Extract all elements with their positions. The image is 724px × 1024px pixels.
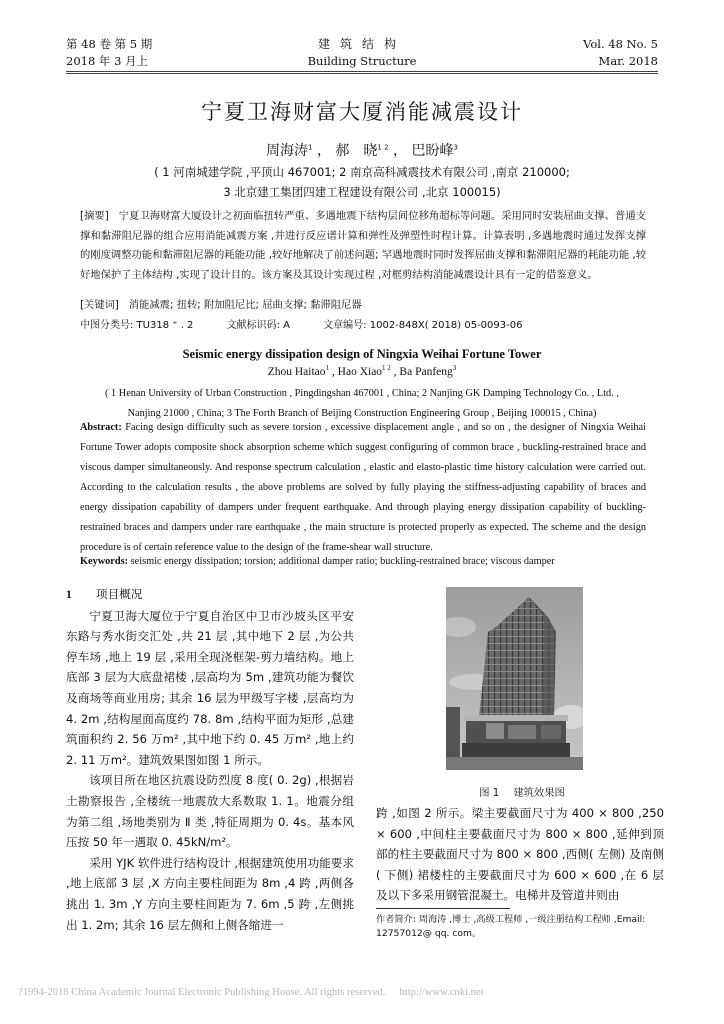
copyright-text: ?1994-2018 China Academic Journal Electronic Publishing House. All rights reserved. (18, 987, 386, 998)
keywords-en (80, 556, 555, 567)
keywords-cn (80, 296, 362, 311)
affiliations-cn (0, 162, 724, 202)
body-paragraph: 该项目所在地区抗震设防烈度 8 度( 0. 2g) ,根据岩土勘察报告 ,全楼统一地震放大系数取 1. 1。地震分组为第二组 ,场地类别为 Ⅱ 类 ,特征周期为 0. 4s。基本风压按 50 年一遇取 0. 45kN/m²。 (66, 773, 354, 850)
header-rule (66, 71, 658, 72)
keywords-text-en: seismic energy dissipation; torsion; additional damper ratio; buckling-restrained brace; viscous damper (130, 556, 555, 567)
author-bio-footnote: 作者简介: 周海涛 ,博士 ,高级工程师 ,一级注册结构工程师 ,Email: 12757012@ qq. com。 (376, 914, 646, 939)
author-list-cn (0, 140, 724, 160)
issue-date: 2018 年 3 月上 (66, 54, 149, 68)
abstract-label-cn: [摘要] (80, 210, 109, 222)
abstract-text-en: Facing design difficulty such as severe torsion , excessive displacement angle , and so on , the designer of Ningxia Weihai Fortune Tower adopts composite shock absorption scheme which suggest configuring of common brace , buckling-restrained brace and viscous damper simultaneously. And response spectrum calculation , elastic and elasto-plastic time history calculation were carried out. According to the calculation results , the above problems are solved by fully playing the stiffness-adjusting capability of braces and energy dissipation capability of dampers under frequent earthquake. And through playing energy dissipation capability of buckling-restrained braces and dampers under rare earthquake , the main structure is protected properly as expected. The scheme and the design procedure is of certain reference value to the design of the frame-shear wall structure. (80, 422, 646, 553)
copyright-notice (18, 987, 484, 998)
abstract-label-en: Abstract: (80, 422, 122, 433)
figure-number: 图 1 (479, 787, 500, 799)
journal-volume-info (66, 36, 152, 70)
author-affil-mark: 1 (308, 143, 313, 152)
body-paragraph-continued: 跨 ,如图 2 所示。梁主要截面尺寸为 400 × 800 ,250 × 600 ,中间柱主要截面尺寸为 800 × 800 ,延伸到顶部的柱主要截面尺寸为 800 × 800 ,西侧( 左侧) 及南侧( 下侧) 裙楼柱的主要截面尺寸为 600 × 600 ,在 6 层及以下多采用钢管混凝土。电梯井及管道井则由 (376, 806, 664, 903)
footnote-rule (376, 908, 510, 909)
author-affil-mark: 1 2 (382, 364, 391, 373)
author-affil-mark: 1 (325, 364, 330, 373)
affiliation-line: ( 1 河南城建学院 ,平顶山 467001; 2 南京高科减震技术有限公司 ,南京 210000; (154, 165, 570, 179)
body-right-column (376, 803, 664, 906)
figure-caption-text: 建筑效果图 (513, 787, 565, 799)
keywords-label-cn: [关键词] (80, 299, 119, 311)
author-list-en (0, 366, 724, 378)
author-separator: ， (388, 143, 408, 159)
section-heading (66, 584, 354, 606)
volume-issue: 第 48 卷 第 5 期 (66, 37, 153, 51)
keywords-text-cn: 消能减震; 扭转; 附加阻尼比; 屈曲支撑; 黏滞阻尼器 (128, 299, 362, 311)
section-title: 项目概况 (96, 587, 143, 601)
author-separator: ， (312, 143, 331, 159)
author-affil-mark: 3 (452, 364, 457, 373)
author-affil-mark: 3 (453, 143, 458, 152)
journal-name (262, 36, 462, 70)
volume-issue-en: Vol. 48 No. 5 (583, 37, 658, 51)
section-number: 1 (66, 588, 72, 601)
keywords-label-en: Keywords: (80, 556, 129, 567)
author-separator: , (390, 366, 400, 378)
paper-title-cn: 宁夏卫海财富大厦消能减震设计 (201, 100, 523, 124)
abstract-en (80, 418, 646, 558)
affiliation-line-en: Nanjing 21000 , China; 3 The Forth Branch of Beijing Construction Engineering Group , Beijing 100015 , China) (127, 408, 597, 419)
author-name-en: Ba Panfeng (399, 366, 453, 378)
cnki-link[interactable]: http://www.cnki.net (399, 987, 484, 998)
document-code: 文献标识码: A (226, 320, 290, 331)
header-rule-thick (66, 73, 658, 74)
author-name: 周海涛 (266, 143, 309, 159)
figure-caption (372, 784, 672, 799)
body-left-column (66, 584, 354, 935)
issue-date-en: Mar. 2018 (598, 54, 658, 68)
author-name: 巴盼峰 (411, 143, 454, 159)
author-affil-mark: 1 2 (377, 143, 389, 152)
affiliation-line: 3 北京建工集团四建工程建设有限公司 ,北京 100015) (223, 185, 501, 199)
author-name: 郝 晓 (335, 143, 378, 159)
abstract-text-cn: 宁夏卫海财富大厦设计之初面临扭转严重、多遇地震下结构层间位移角超标等问题。采用同时安装屈曲支撑、普通支撑和黏滞阻尼器的组合应用消能减震方案 ,并进行反应谱计算和弹性及弹塑性时程计算。计算表明 ,多遇地震时通过发挥支撑的刚度调整功能和黏滞阻尼器的耗能功能 ,较好地解决了前述问题; 罕遇地震时同时发挥屈曲支撑和黏滞阻尼器的耗能功能 ,较好地保护了主体结构 ,实现了设计目的。该方案及其设计实现过程 ,对框剪结构消能减震设计具有一定的借鉴意义。 (80, 210, 646, 281)
classification-info (80, 316, 552, 331)
paper-title-en: Seismic energy dissipation design of Ningxia Weihai Fortune Tower (182, 347, 542, 361)
affiliation-line-en: ( 1 Henan University of Urban Construction , Pingdingshan 467001 , China; 2 Nanjing GK Damping Technology Co. , Ltd. , (105, 388, 619, 399)
journal-volume-en (583, 36, 658, 70)
author-name-en: Zhou Haitao (267, 366, 326, 378)
body-paragraph: 宁夏卫海大厦位于宁夏自治区中卫市沙坡头区平安东路与秀水街交汇处 ,共 21 层 ,其中地下 2 层 ,为公共停车场 ,地上 19 层 ,采用全现浇框架-剪力墙结构。地上底部 3 层为大底盘裙楼 ,层高均为 5m ,建筑功能为餐饮及商场等商业用房; 其余 16 层为甲级写字楼 ,层高均为 4. 2m ,结构屋面高度约 78. 8m ,结构平面为矩形 ,总建筑面积约 2. 56 万m² ,其中地下约 0. 45 万m² ,地上约 2. 11 万m²。建筑效果图如图 1 所示。 (66, 608, 354, 767)
article-number: 文章编号: 1002-848X( 2018) 05-0093-06 (323, 320, 523, 331)
author-name-en: Hao Xiao (337, 366, 383, 378)
building-rendering-image (446, 587, 583, 770)
journal-name-en: Building Structure (307, 54, 417, 68)
author-separator: , (329, 366, 338, 378)
clc-number: 中图分类号: TU318 ⁺ . 2 (80, 320, 194, 331)
body-paragraph: 采用 YJK 软件进行结构设计 ,根据建筑使用功能要求 ,地上底部 3 层 ,X 方向主要柱间距为 8m ,4 跨 ,两侧各挑出 1. 3m ,Y 方向主要柱间距为 7. 6m ,5 跨 ,左侧挑出 1. 2m; 其余 16 层左侧和上侧各缩进一 (66, 855, 354, 932)
figure-building-rendering (446, 587, 583, 770)
journal-name-cn: 建筑结构 (317, 37, 406, 51)
abstract-cn (80, 207, 646, 285)
